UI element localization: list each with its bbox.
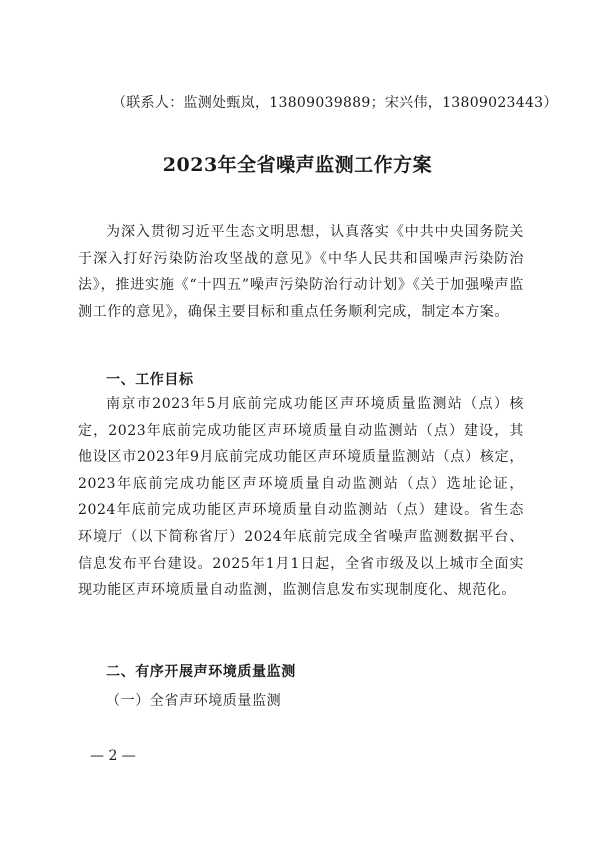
section-heading-monitoring: 二、有序开展声环境质量监测	[106, 664, 296, 680]
subsection-heading-province: （一）全省声环境质量监测	[106, 693, 282, 709]
section-heading-goals: 一、工作目标	[106, 372, 194, 388]
contact-line: （联系人：监测处甄岚，13809039889；宋兴伟，13809023443）	[112, 95, 558, 111]
page-number: — 2 —	[90, 748, 136, 764]
document-title: 2023年全省噪声监测工作方案	[162, 154, 433, 176]
intro-paragraph: 为深入贯彻习近平生态文明思想，认真落实《中共中央国务院关于深入打好污染防治攻坚战的意见》《中华人民共和国噪声污染防治法》，推进实施《“十四五”噪声污染防治行动计划》《关于加强噪声监测工作的意见》，确保主要目标和重点任务顺利完成，制定本方案。	[78, 224, 524, 320]
goals-paragraph: 南京市2023年5月底前完成功能区声环境质量监测站（点）核定，2023年底前完成功能区声环境质量自动监测站（点）建设，其他设区市2023年9月底前完成功能区声环境质量监测站（点）核定，2023年底前完成功能区声环境质量自动监测站（点）选址论证，2024年底前完成功能区声环境质量自动监测站（点）建设。省生态环境厅（以下简称省厅）2024年底前完成全省噪声监测数据平台、信息发布平台建设。2025年1月1日起，全省市级及以上城市全面实现功能区声环境质量自动监测，监测信息发布实现制度化、规范化。	[78, 396, 524, 599]
